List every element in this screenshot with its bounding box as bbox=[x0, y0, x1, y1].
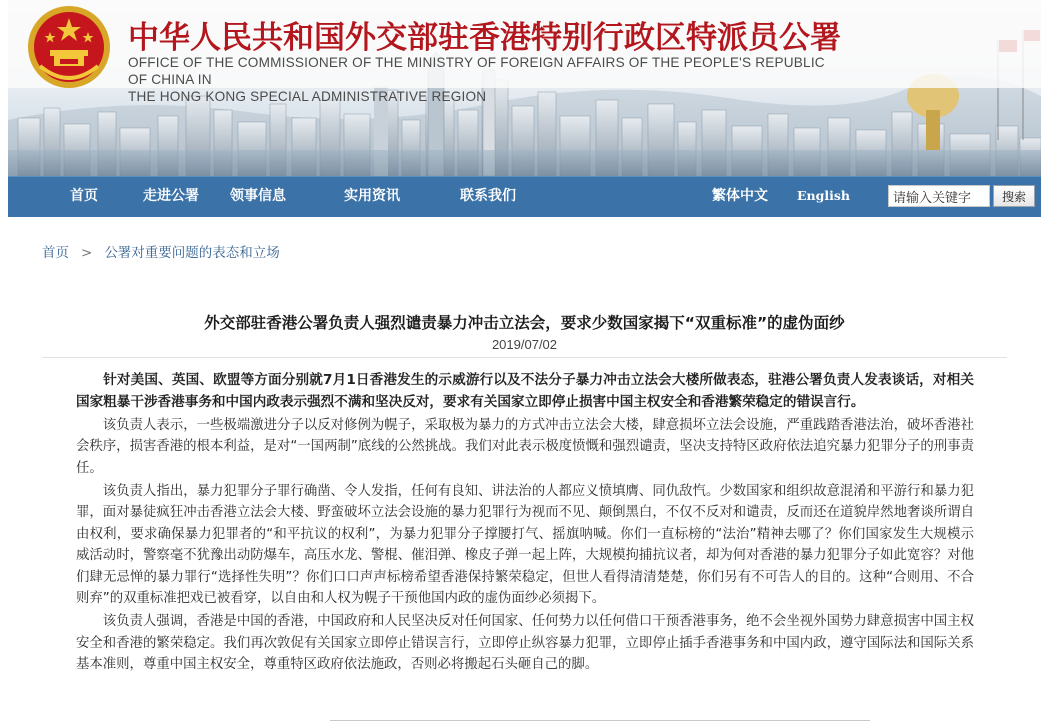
breadcrumb-home[interactable]: 首页 bbox=[42, 245, 69, 261]
nav-item-home[interactable]: 首页 bbox=[70, 188, 98, 204]
article-paragraph-lead: 针对美国、英国、欧盟等方面分别就7月1日香港发生的示威游行以及不法分子暴力冲击立法会大楼所做表态，驻港公署负责人发表谈话，对相关国家粗暴干涉香港事务和中国内政表示强烈不满和坚决反对，要求有关国家立即停止损害中国主权安全和香港繁荣稳定的错误言行。 bbox=[76, 372, 974, 410]
search-button[interactable]: 搜索 bbox=[993, 185, 1035, 207]
site-title-cn: 中华人民共和国外交部驻香港特别行政区特派员公署 bbox=[128, 20, 841, 56]
header-banner bbox=[8, 0, 1041, 176]
site-title-en bbox=[128, 54, 848, 105]
lang-traditional-chinese-link[interactable]: 繁体中文 bbox=[712, 188, 768, 204]
article-date: 2019/07/02 bbox=[491, 337, 558, 352]
article-title: 外交部驻香港公署负责人强烈谴责暴力冲击立法会，要求少数国家揭下“双重标准”的虚伪面纱 bbox=[204, 314, 845, 332]
nav-item-contact[interactable]: 联系我们 bbox=[460, 188, 516, 204]
breadcrumb-current[interactable]: 公署对重要问题的表态和立场 bbox=[104, 245, 280, 261]
national-emblem-icon bbox=[26, 4, 112, 90]
nav-item-about[interactable]: 走进公署 bbox=[143, 188, 199, 204]
nav-item-resources[interactable]: 实用资讯 bbox=[344, 188, 400, 204]
breadcrumb bbox=[42, 241, 280, 261]
breadcrumb-separator: > bbox=[81, 245, 93, 261]
article-body bbox=[76, 370, 974, 677]
site-title-en-line2: THE HONG KONG SPECIAL ADMINISTRATIVE REGION bbox=[128, 89, 487, 104]
article-paragraph: 该负责人指出，暴力犯罪分子罪行确凿、令人发指，任何有良知、讲法治的人都应义愤填膺、同仇敌忾。少数国家和组织故意混淆和平游行和暴力犯罪，面对暴徒疯狂冲击香港立法会大楼、野蛮破坏立法会设施的暴力犯罪行为视而不见、颠倒黑白，不仅不反对和谴责，反而还在道貌岸然地奢谈所谓自由权利，要求确保暴力犯罪者的“和平抗议的权利”，为暴力犯罪分子撑腰打气、摇旗呐喊。你们一直标榜的“法治”精神去哪了？你们国家发生大规模示威活动时，警察毫不犹豫出动防爆车，高压水龙、警棍、催泪弹、橡皮子弹一起上阵，大规模拘捕抗议者，却为何对香港的暴力犯罪分子如此宽容？对他们肆无忌惮的暴力罪行“选择性失明”？你们口口声声标榜希望香港保持繁荣稳定，但世人看得清清楚楚，你们另有不可告人的目的。这种“合则用、不合则弃”的双重标准把戏已被看穿，以自由和人权为幌子干预他国内政的虚伪面纱必须揭下。 bbox=[76, 483, 974, 606]
article-paragraph: 该负责人强调，香港是中国的香港，中国政府和人民坚决反对任何国家、任何势力以任何借口干预香港事务，绝不会坐视外国势力肆意损害中国主权安全和香港的繁荣稳定。我们再次敦促有关国家立即停止错误言行，立即停止纵容暴力犯罪，立即停止插手香港事务和中国内政，遵守国际法和国际关系基本准则，尊重中国主权安全，尊重特区政府依法施政，否则必将搬起石头砸自己的脚。 bbox=[76, 614, 974, 672]
article-paragraph: 该负责人表示，一些极端激进分子以反对修例为幌子，采取极为暴力的方式冲击立法会大楼，肆意损坏立法会设施，严重践踏香港法治，破坏香港社会秩序，损害香港的根本利益，是对“一国两制”底线的公然挑战。我们对此表示极度愤慨和强烈谴责，坚决支持特区政府依法追究暴力犯罪分子的刑事责任。 bbox=[76, 417, 974, 476]
lang-english-link[interactable]: English bbox=[797, 188, 850, 203]
nav-item-consular[interactable]: 领事信息 bbox=[230, 188, 286, 204]
site-title-en-line1: OFFICE OF THE COMMISSIONER OF THE MINISTRY OF FOREIGN AFFAIRS OF THE PEOPLE'S REPUBLIC OF CHINA IN bbox=[128, 55, 825, 87]
search-input[interactable] bbox=[888, 185, 990, 207]
main-nav bbox=[8, 176, 1041, 217]
divider bbox=[42, 357, 1007, 358]
